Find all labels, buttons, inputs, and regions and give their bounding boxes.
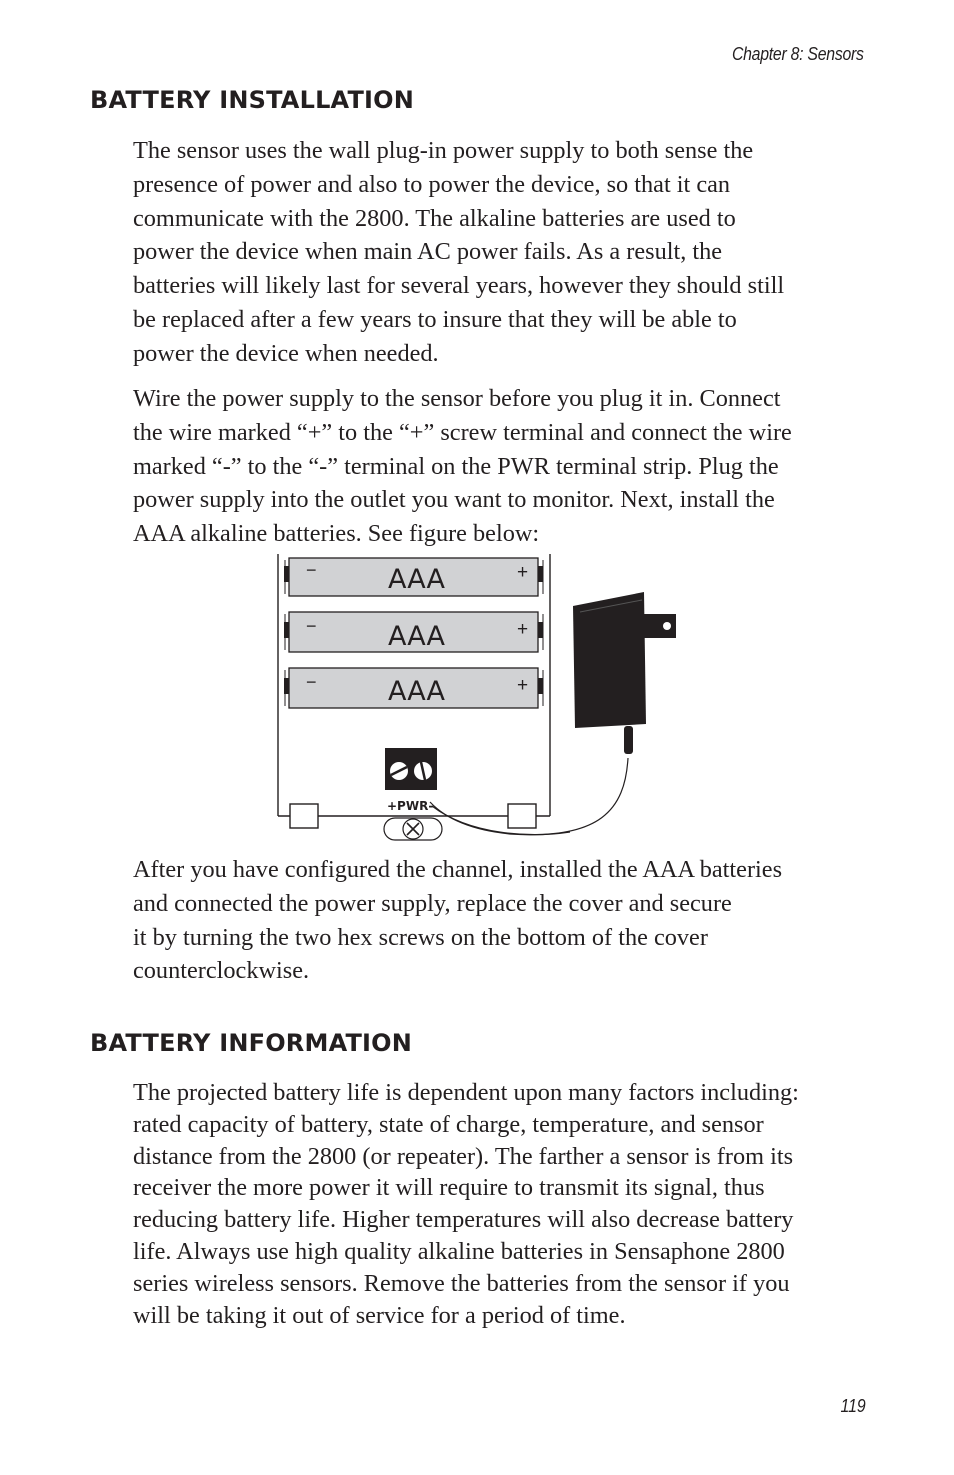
battery-plus-sign: + bbox=[517, 562, 529, 583]
pwr-terminal-block bbox=[385, 748, 437, 790]
wall-power-adapter bbox=[573, 592, 676, 754]
installation-paragraph-1 bbox=[133, 134, 873, 371]
mounting-tab-left bbox=[290, 804, 318, 828]
text-line: After you have configured the channel, installed the AAA batteries bbox=[133, 856, 783, 883]
battery-aaa-2 bbox=[284, 612, 543, 652]
text-line: rated capacity of battery, state of charge, temperature, and sensor bbox=[133, 1110, 764, 1138]
text-line: presence of power and also to power the device, so that it can bbox=[133, 170, 731, 198]
text-line: AAA alkaline batteries. See figure below: bbox=[133, 520, 540, 548]
text-line: The sensor uses the wall plug-in power supply to both sense the bbox=[133, 137, 754, 164]
text-line: and connected the power supply, replace the cover and secure bbox=[133, 889, 732, 917]
battery-label: AAA bbox=[388, 676, 445, 707]
text-line: distance from the 2800 (or repeater). The farther a sensor is from its bbox=[133, 1142, 794, 1170]
battery-aaa-3 bbox=[284, 668, 543, 708]
section-heading-battery-information: BATTERY INFORMATION bbox=[90, 1029, 413, 1057]
pwr-terminal-label: +PWR- bbox=[387, 799, 434, 813]
battery-plus-sign: + bbox=[517, 675, 529, 696]
text-line: it by turning the two hex screws on the bottom of the cover bbox=[133, 923, 708, 951]
text-line: power the device when needed. bbox=[133, 339, 439, 367]
battery-installation-figure bbox=[270, 550, 690, 850]
text-line: marked “-” to the “-” terminal on the PWR terminal strip. Plug the bbox=[133, 452, 779, 480]
text-line: be replaced after a few years to insure that they will be able to bbox=[133, 305, 737, 333]
running-head: Chapter 8: Sensors bbox=[732, 44, 864, 64]
mounting-tab-right bbox=[508, 804, 536, 828]
battery-label: AAA bbox=[388, 564, 445, 595]
text-line: will be taking it out of service for a period of time. bbox=[133, 1301, 626, 1329]
battery-minus-sign: − bbox=[306, 560, 317, 580]
battery-aaa-1 bbox=[284, 558, 543, 596]
text-line: the wire marked “+” to the “+” screw terminal and connect the wire bbox=[133, 418, 792, 446]
text-line: counterclockwise. bbox=[133, 957, 310, 985]
installation-paragraph-3 bbox=[133, 853, 873, 988]
section-heading-battery-installation: BATTERY INSTALLATION bbox=[90, 86, 415, 114]
text-line: receiver the more power it will require to transmit its signal, thus bbox=[133, 1174, 765, 1202]
installation-paragraph-2 bbox=[133, 382, 873, 551]
page-number: 119 bbox=[840, 1396, 866, 1416]
text-line: batteries will likely last for several years, however they should still bbox=[133, 272, 785, 300]
text-line: reducing battery life. Higher temperatures will also decrease battery bbox=[133, 1206, 794, 1234]
information-paragraph-1 bbox=[133, 1077, 873, 1331]
text-line: life. Always use high quality alkaline batteries in Sensaphone 2800 bbox=[133, 1237, 785, 1265]
text-line: series wireless sensors. Remove the batteries from the sensor if you bbox=[133, 1269, 790, 1297]
battery-plus-sign: + bbox=[517, 619, 529, 640]
text-line: Wire the power supply to the sensor before you plug it in. Connect bbox=[133, 385, 781, 412]
text-line: power supply into the outlet you want to monitor. Next, install the bbox=[133, 486, 775, 514]
battery-label: AAA bbox=[388, 621, 445, 652]
battery-minus-sign: − bbox=[306, 616, 317, 636]
text-line: The projected battery life is dependent upon many factors including: bbox=[133, 1079, 799, 1106]
text-line: power the device when main AC power fails. As a result, the bbox=[133, 238, 723, 266]
text-line: communicate with the 2800. The alkaline batteries are used to bbox=[133, 204, 736, 232]
hex-screw bbox=[384, 818, 442, 840]
battery-minus-sign: − bbox=[306, 672, 317, 692]
